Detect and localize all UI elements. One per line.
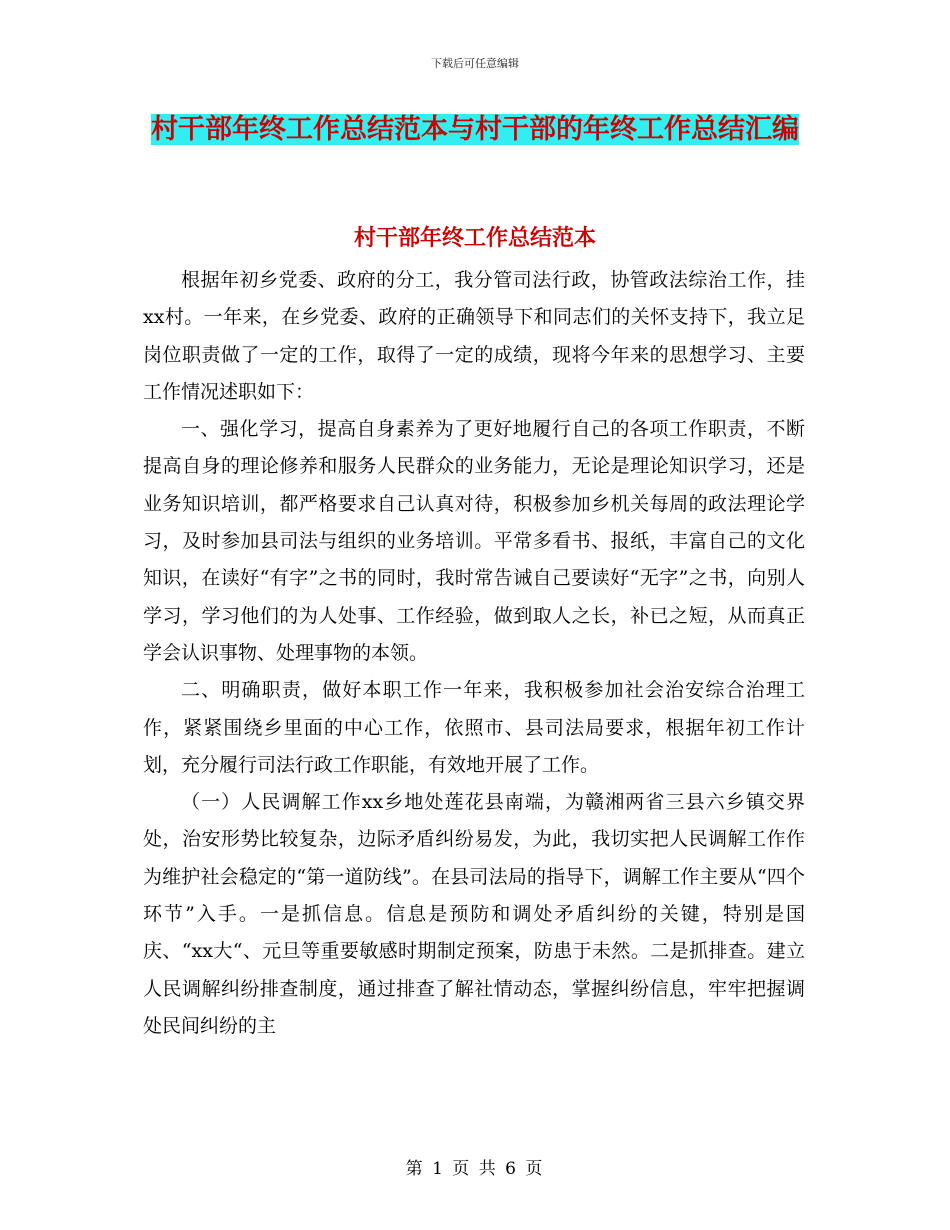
document-title-text: 村干部年终工作总结范本与村干部的年终工作总结汇编	[151, 114, 799, 145]
paragraph: 一、强化学习，提高自身素养为了更好地履行自己的各项工作职责，不断提高自身的理论修养和服务人民群众的业务能力，无论是理论知识学习，还是业务知识培训，都严格要求自己认真对待，积极参加乡机关每周的政法理论学习，及时参加县司法与组织的业务培训。平常多看书、报纸，丰富自己的文化知识，在读好“有字”之书的同时，我时常告诫自己要读好“无字”之书，向别人学习，学习他们的为人处事、工作经验，做到取人之长，补已之短，从而真正学会认识事物、处理事物的本领。	[143, 418, 805, 664]
document-title	[150, 106, 800, 154]
paragraph: 二、明确职责，做好本职工作一年来，我积极参加社会治安综合治理工作，紧紧围绕乡里面的中心工作，依照市、县司法局要求，根据年初工作计划，充分履行司法行政工作职能，有效地开展了工作。	[143, 679, 805, 776]
document-body	[143, 262, 805, 1045]
paragraph: （一）人民调解工作xx乡地处莲花县南端，为赣湘两省三县六乡镇交界处，治安形势比较复杂，边际矛盾纠纷易发，为此，我切实把人民调解工作作为维护社会稳定的“第一道防线”。在县司法局的指导下，调解工作主要从“四个环节”入手。一是抓信息。信息是预防和调处矛盾纠纷的关键，特别是国庆、“xx大“、元旦等重要敏感时期制定预案，防患于未然。二是抓排查。建立人民调解纠纷排查制度，通过排查了解社情动态，掌握纠纷信息，牢牢把握调处民间纠纷的主	[143, 791, 805, 1037]
page-number: 第 1 页 共 6 页	[405, 1159, 545, 1179]
paragraph: 根据年初乡党委、政府的分工，我分管司法行政，协管政法综治工作，挂xx村。一年来，在乡党委、政府的正确领导下和同志们的关怀支持下，我立足岗位职责做了一定的工作，取得了一定的成绩，现将今年来的思想学习、主要工作情况述职如下：	[143, 269, 805, 403]
section-title: 村干部年终工作总结范本	[353, 225, 596, 251]
page-header-note: 下载后可任意编辑	[431, 57, 519, 70]
